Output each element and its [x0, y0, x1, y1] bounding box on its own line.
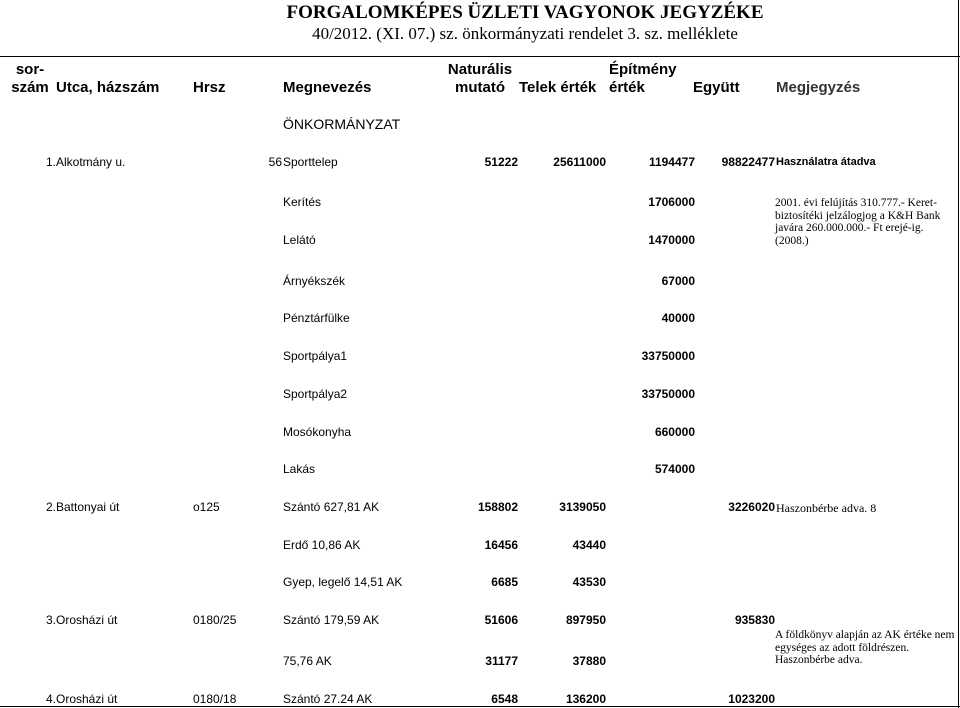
item-name: Mosókonyha	[283, 425, 352, 439]
item-name: Pénztárfülke	[283, 311, 350, 325]
telek-cell: 25611000	[553, 155, 606, 169]
row-number: 1.	[45, 155, 56, 169]
naturalis-cell: 6685	[491, 575, 518, 589]
hrsz-cell: o125	[193, 500, 220, 514]
telek-cell: 3139050	[559, 500, 606, 514]
street-cell: Orosházi út	[56, 692, 118, 706]
item-name: 75,76 AK	[283, 654, 332, 668]
header-epitmeny: Építmény	[609, 61, 677, 78]
row-number: 2.	[45, 500, 56, 514]
name-cell: Szántó 627,81 AK	[283, 500, 380, 514]
epitmeny-cell: 1706000	[648, 195, 695, 209]
item-name: Lelátó	[283, 233, 316, 247]
epitmeny-cell: 1194477	[648, 155, 695, 169]
total-cell: 98822477	[721, 155, 775, 169]
epitmeny-cell: 33750000	[641, 387, 695, 401]
header-utca: Utca, házszám	[56, 79, 160, 96]
telek-cell: 897950	[565, 613, 606, 627]
epitmeny-cell: 67000	[661, 274, 695, 288]
total-cell: 1023200	[728, 692, 775, 706]
naturalis-cell: 158802	[477, 500, 518, 514]
note-cell: Haszonbérbe adva. 8	[776, 501, 877, 515]
item-name: Árnyékszék	[283, 274, 346, 288]
note-orosh: A földkönyv alapján az AK értéke nem egységes az adott földrészen. Haszonbérbe adva.	[775, 629, 955, 666]
page-subtitle: 40/2012. (XI. 07.) sz. önkormányzati rendelet 3. sz. melléklete	[312, 24, 738, 43]
epitmeny-cell: 660000	[654, 425, 695, 439]
section-title: ÖNKORMÁNYZAT	[283, 116, 401, 132]
telek-cell: 136200	[565, 692, 606, 706]
item-name: Sportpálya2	[283, 387, 348, 401]
row-number: 3.	[45, 613, 56, 627]
naturalis-cell: 16456	[484, 538, 518, 552]
header-egyutt: Együtt	[693, 79, 740, 96]
total-cell: 935830	[734, 613, 775, 627]
name-cell: Szántó 179,59 AK	[283, 613, 380, 627]
header-naturalis: Naturális	[447, 61, 513, 78]
naturalis-cell: 31177	[485, 654, 518, 668]
name-cell: Sporttelep	[283, 155, 338, 169]
hrsz-cell: 0180/25	[193, 613, 237, 627]
telek-cell: 43530	[572, 575, 606, 589]
header-megnevezes: Megnevezés	[283, 79, 372, 96]
name-cell: Szántó 27.24 AK	[283, 692, 373, 706]
row-divider	[0, 706, 960, 707]
item-name: Lakás	[283, 462, 316, 476]
street-cell: Battonyai út	[56, 500, 120, 514]
naturalis-cell: 51606	[484, 613, 518, 627]
street-cell: Alkotmány u.	[56, 155, 126, 169]
epitmeny-cell: 574000	[654, 462, 695, 476]
note-cell: Használatra átadva	[776, 156, 876, 168]
epitmeny-cell: 40000	[661, 311, 695, 325]
header-hrsz: Hrsz	[193, 79, 226, 96]
header-sorszam: sor-	[15, 61, 45, 78]
telek-cell: 43440	[572, 538, 606, 552]
note-kerites: 2001. évi felújítás 310.777.- Keret-biztosítéki jelzálogjog a K&H Bank javára 260.000.000.- Ft erejé-ig.(2008.)	[775, 197, 941, 247]
epitmeny-cell: 1470000	[648, 233, 695, 247]
naturalis-cell: 51222	[484, 155, 518, 169]
telek-cell: 37880	[572, 654, 606, 668]
item-name: Erdő 10,86 AK	[283, 538, 361, 552]
top-border	[0, 56, 960, 57]
epitmeny-cell: 33750000	[641, 349, 695, 363]
header-naturalis: mutató	[455, 79, 505, 96]
header-megjegyzes: Megjegyzés	[776, 79, 861, 96]
item-name: Gyep, legelő 14,51 AK	[283, 575, 403, 589]
header-epitmeny: érték	[609, 79, 645, 96]
header-telek: Telek érték	[519, 79, 597, 96]
item-name: Sportpálya1	[283, 349, 348, 363]
page-title: FORGALOMKÉPES ÜZLETI VAGYONOK JEGYZÉKE	[286, 2, 764, 23]
total-cell: 3226020	[728, 500, 775, 514]
naturalis-cell: 6548	[491, 692, 518, 706]
row-number: 4.	[45, 692, 56, 706]
header-sorszam: szám	[11, 79, 49, 96]
right-border	[958, 0, 959, 708]
hrsz-cell: 56	[268, 155, 282, 169]
hrsz-cell: 0180/18	[193, 692, 237, 706]
street-cell: Orosházi út	[56, 613, 118, 627]
item-name: Kerítés	[283, 195, 322, 209]
